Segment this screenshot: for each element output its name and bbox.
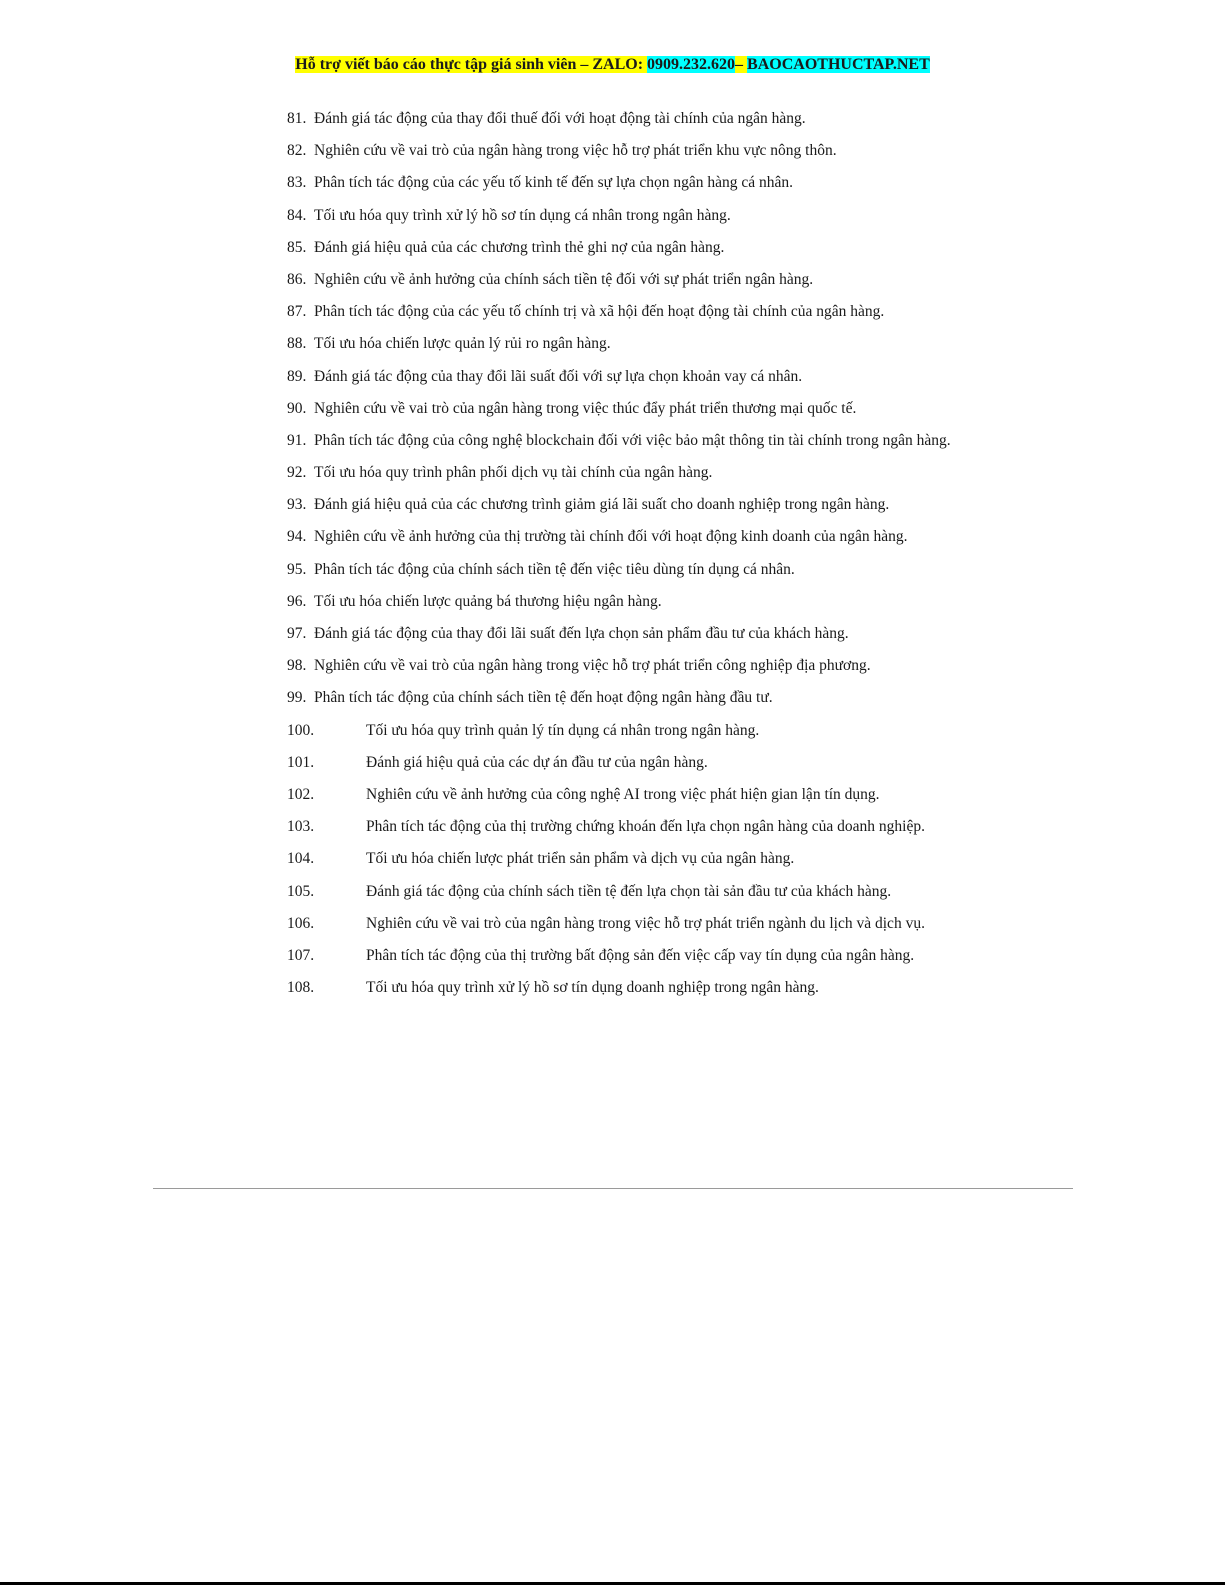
list-item-number: 103. xyxy=(287,818,315,836)
list-item-number: 91. xyxy=(287,431,307,449)
topic-list xyxy=(287,108,957,1009)
list-item xyxy=(287,913,957,934)
list-item-number: 104. xyxy=(287,850,315,868)
list-item-number: 88. xyxy=(287,335,307,353)
list-item xyxy=(287,205,957,226)
list-item xyxy=(287,591,957,612)
list-item xyxy=(287,623,957,644)
list-item-number: 85. xyxy=(287,238,307,256)
header-site: BAOCAOTHUCTAP.NET xyxy=(747,56,930,73)
list-item xyxy=(287,559,957,580)
list-item-text: Nghiên cứu về vai trò của ngân hàng trong việc thúc đẩy phát triển thương mại quốc tế. xyxy=(314,399,857,417)
list-item-number: 102. xyxy=(287,785,315,803)
list-item-number: 95. xyxy=(287,560,307,578)
list-item-number: 90. xyxy=(287,399,307,417)
list-item-text: Đánh giá tác động của thay đổi lãi suất đối với sự lựa chọn khoản vay cá nhân. xyxy=(314,367,803,385)
list-item xyxy=(287,848,957,869)
list-item xyxy=(287,494,957,515)
list-item-number: 81. xyxy=(287,110,307,127)
list-item-text: Tối ưu hóa chiến lược phát triển sản phẩm và dịch vụ của ngân hàng. xyxy=(366,850,795,868)
list-item-number: 93. xyxy=(287,496,307,514)
footer-divider xyxy=(153,1188,1073,1189)
list-item-number: 108. xyxy=(287,979,315,997)
list-item-text: Tối ưu hóa quy trình xử lý hồ sơ tín dụng cá nhân trong ngân hàng. xyxy=(314,206,731,224)
list-item-text: Đánh giá hiệu quả của các dự án đầu tư của ngân hàng. xyxy=(366,753,708,771)
list-item xyxy=(287,881,957,902)
list-item-number: 86. xyxy=(287,270,307,288)
list-item xyxy=(287,398,957,419)
list-item-text: Đánh giá hiệu quả của các chương trình thẻ ghi nợ của ngân hàng. xyxy=(314,238,725,256)
list-item-text: Đánh giá tác động của chính sách tiền tệ đến lựa chọn tài sản đầu tư của khách hàng. xyxy=(366,882,892,900)
list-item xyxy=(287,752,957,773)
list-item xyxy=(287,977,957,998)
list-item-number: 99. xyxy=(287,689,307,707)
list-item-number: 87. xyxy=(287,303,307,321)
list-item-text: Đánh giá hiệu quả của các chương trình giảm giá lãi suất cho doanh nghiệp trong ngân hàng. xyxy=(314,496,890,514)
list-item-number: 100. xyxy=(287,721,315,739)
list-item-number: 105. xyxy=(287,882,315,900)
list-item xyxy=(287,720,957,741)
list-item xyxy=(287,430,957,451)
list-item-number: 83. xyxy=(287,174,307,192)
list-item-text: Nghiên cứu về ảnh hưởng của công nghệ AI trong việc phát hiện gian lận tín dụng. xyxy=(366,785,880,803)
list-item-text: Nghiên cứu về vai trò của ngân hàng trong việc hỗ trợ phát triển khu vực nông thôn. xyxy=(314,142,837,160)
header-text: Hỗ trợ viết báo cáo thực tập giá sinh viên – ZALO: xyxy=(295,56,648,73)
list-item-text: Nghiên cứu về vai trò của ngân hàng trong việc hỗ trợ phát triển công nghiệp địa phương. xyxy=(314,657,871,675)
list-item-text: Đánh giá tác động của thay đổi lãi suất đến lựa chọn sản phẩm đầu tư của khách hàng. xyxy=(314,625,849,642)
list-item-text: Phân tích tác động của chính sách tiền tệ đến việc tiêu dùng tín dụng cá nhân. xyxy=(314,560,795,578)
list-item-number: 97. xyxy=(287,625,307,642)
list-item xyxy=(287,301,957,322)
list-item-text: Phân tích tác động của thị trường bất động sản đến việc cấp vay tín dụng của ngân hàng. xyxy=(366,946,915,964)
list-item-text: Phân tích tác động của các yếu tố kinh tế đến sự lựa chọn ngân hàng cá nhân. xyxy=(314,174,794,192)
list-item-text: Phân tích tác động của thị trường chứng khoán đến lựa chọn ngân hàng của doanh nghiệp. xyxy=(366,818,925,836)
list-item xyxy=(287,269,957,290)
list-item-text: Phân tích tác động của các yếu tố chính trị và xã hội đến hoạt động tài chính của ngân hàng. xyxy=(314,303,885,321)
header-dash: – xyxy=(735,56,748,73)
list-item-number: 101. xyxy=(287,753,315,771)
list-item xyxy=(287,462,957,483)
header-phone: 0909.232.620 xyxy=(647,56,736,73)
list-item-number: 82. xyxy=(287,142,307,160)
page-header xyxy=(0,54,1225,76)
list-item xyxy=(287,945,957,966)
list-item-number: 92. xyxy=(287,464,307,482)
list-item-text: Tối ưu hóa chiến lược quảng bá thương hiệu ngân hàng. xyxy=(314,592,662,610)
list-item-text: Nghiên cứu về vai trò của ngân hàng trong việc hỗ trợ phát triển ngành du lịch và dịch vụ. xyxy=(366,914,925,932)
list-item-text: Tối ưu hóa quy trình xử lý hồ sơ tín dụng doanh nghiệp trong ngân hàng. xyxy=(366,979,819,997)
list-item-number: 107. xyxy=(287,946,315,964)
list-item-number: 84. xyxy=(287,206,307,224)
list-item-number: 98. xyxy=(287,657,307,675)
list-item-text: Đánh giá tác động của thay đổi thuế đối với hoạt động tài chính của ngân hàng. xyxy=(314,110,806,127)
list-item xyxy=(287,655,957,676)
list-item-text: Nghiên cứu về ảnh hưởng của chính sách tiền tệ đối với sự phát triển ngân hàng. xyxy=(314,270,814,288)
list-item-text: Tối ưu hóa chiến lược quản lý rủi ro ngân hàng. xyxy=(314,335,611,353)
list-item-text: Phân tích tác động của chính sách tiền tệ đến hoạt động ngân hàng đầu tư. xyxy=(314,689,773,707)
list-item-number: 106. xyxy=(287,914,315,932)
list-item xyxy=(287,687,957,708)
list-item-number: 89. xyxy=(287,367,307,385)
list-item xyxy=(287,172,957,193)
list-item-text: Tối ưu hóa quy trình quản lý tín dụng cá nhân trong ngân hàng. xyxy=(366,721,760,739)
list-item-number: 96. xyxy=(287,592,307,610)
list-item xyxy=(287,108,957,129)
list-item-text: Phân tích tác động của công nghệ blockchain đối với việc bảo mật thông tin tài chính trong ngân hàng. xyxy=(314,431,951,449)
list-item xyxy=(287,784,957,805)
list-item xyxy=(287,333,957,354)
list-item-text: Nghiên cứu về ảnh hưởng của thị trường tài chính đối với hoạt động kinh doanh của ngân hàng. xyxy=(314,528,908,546)
list-item xyxy=(287,816,957,837)
list-item-number: 94. xyxy=(287,528,307,546)
list-item xyxy=(287,140,957,161)
list-item xyxy=(287,366,957,387)
list-item-text: Tối ưu hóa quy trình phân phối dịch vụ tài chính của ngân hàng. xyxy=(314,464,713,482)
list-item xyxy=(287,526,957,547)
list-item xyxy=(287,237,957,258)
